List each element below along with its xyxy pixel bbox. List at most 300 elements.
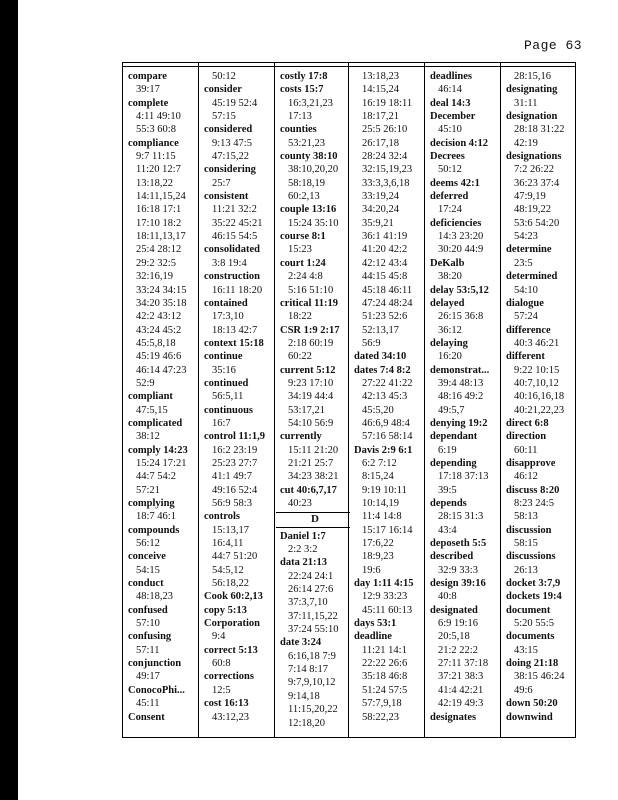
index-term: conjunction — [128, 658, 182, 670]
page-line-reference: 34:19 44:4 — [288, 391, 334, 403]
page-line-reference: 37:21 38:3 — [438, 671, 484, 683]
index-term: complicated — [128, 417, 183, 429]
page-line-reference: 41:1 49:7 — [212, 471, 252, 483]
index-term: costly 17:8 — [280, 71, 328, 82]
page-line-reference: 46:6,9 48:4 — [362, 417, 410, 429]
index-term: delay 53:5,12 — [430, 284, 489, 296]
page-line-reference: 49:16 52:4 — [212, 484, 258, 496]
page-line-reference: 49:5,7 — [438, 404, 465, 416]
index-term: complete — [128, 97, 169, 109]
index-term: cut 40:6,7,17 — [280, 484, 337, 496]
page-line-reference: 16:2 23:19 — [212, 444, 258, 456]
index-term: day 1:11 4:15 — [354, 578, 414, 590]
page-line-reference: 27:11 37:18 — [438, 658, 489, 670]
index-term: considered — [204, 124, 253, 136]
page-line-reference: 23:5 — [514, 257, 533, 269]
page-line-reference: 27:22 41:22 — [362, 377, 413, 389]
index-term: downwind — [506, 711, 553, 723]
page-line-reference: 43:15 — [514, 644, 538, 656]
page-line-reference: 57:11 — [136, 644, 160, 656]
page-line-reference: 14:11,15,24 — [136, 191, 186, 203]
page-line-reference: 33:19,24 — [362, 191, 400, 203]
page-line-reference: 50:12 — [212, 71, 236, 82]
page-line-reference: 15:11 21:20 — [288, 444, 339, 456]
page-line-reference: 25:7 — [212, 177, 231, 189]
index-term: deadlines — [430, 71, 473, 82]
page-line-reference: 8:23 24:5 — [514, 498, 554, 509]
page-line-reference: 38:20 — [438, 271, 462, 283]
index-term: deficiencies — [430, 217, 482, 229]
index-term: date 3:24 — [280, 637, 322, 649]
page-line-reference: 22:22 26:6 — [362, 658, 408, 670]
page-line-reference: 7:14 8:17 — [288, 664, 328, 676]
index-term: county 38:10 — [280, 151, 338, 163]
index-term: compounds — [128, 524, 180, 536]
page-line-reference: 17:24 — [438, 204, 462, 216]
page-line-reference: 15:24 35:10 — [288, 217, 339, 229]
page-line-reference: 16:20 — [438, 351, 462, 363]
page-line-reference: 21:21 25:7 — [288, 457, 334, 469]
page-line-reference: 42:13 45:3 — [362, 391, 408, 403]
frame-top-line — [122, 66, 576, 67]
page-line-reference: 39:17 — [136, 84, 160, 96]
index-term: designated — [430, 604, 478, 616]
page-line-reference: 2:2 3:2 — [288, 544, 318, 556]
column-divider — [500, 62, 501, 738]
page-line-reference: 33:3,3,6,18 — [362, 177, 410, 189]
page-line-reference: 58:18,19 — [288, 177, 326, 189]
page-line-reference: 48:19,22 — [514, 204, 552, 216]
index-term: documents — [506, 631, 555, 643]
index-term: deposeth 5:5 — [430, 538, 487, 550]
page-line-reference: 40:16,16,18 — [514, 391, 565, 403]
page-line-reference: 12:18,20 — [288, 717, 326, 729]
page-line-reference: 38:15 46:24 — [514, 671, 565, 683]
index-term: controls — [204, 511, 240, 523]
page-line-reference: 18:11,13,17 — [136, 231, 186, 243]
page-line-reference: 17:10 18:2 — [136, 217, 182, 229]
page-line-reference: 25:23 27:7 — [212, 457, 258, 469]
index-term: dialogue — [506, 297, 544, 309]
page-line-reference: 30:20 44:9 — [438, 244, 484, 256]
index-term: Daniel 1:7 — [280, 530, 326, 542]
index-term: designation — [506, 111, 558, 123]
page-line-reference: 9:22 10:15 — [514, 364, 560, 376]
page-line-reference: 47:5,15 — [136, 404, 168, 416]
index-term: delaying — [430, 337, 468, 349]
index-term: consider — [204, 84, 242, 96]
page-line-reference: 16:11 18:20 — [212, 284, 263, 296]
page-line-reference: 28:18 31:22 — [514, 124, 565, 136]
page-line-reference: 45:19 46:6 — [136, 351, 182, 363]
page-line-reference: 12:5 — [212, 684, 231, 696]
page-line-reference: 44:7 54:2 — [136, 471, 176, 483]
page-line-reference: 17:13 — [288, 111, 312, 123]
index-term: corrections — [204, 671, 254, 683]
index-term: consistent — [204, 191, 249, 203]
page-line-reference: 28:15 31:3 — [438, 511, 484, 523]
page-line-reference: 60:2,13 — [288, 191, 320, 203]
page-line-reference: 51:24 57:5 — [362, 684, 408, 696]
index-column-1 — [124, 70, 198, 724]
index-term: dated 34:10 — [354, 351, 407, 363]
index-term: docket 3:7,9 — [506, 578, 561, 590]
page-line-reference: 13:18,23 — [362, 71, 400, 82]
index-term: ConocoPhi... — [128, 684, 185, 696]
index-term: days 53:1 — [354, 618, 397, 630]
index-term: Decrees — [430, 151, 465, 163]
index-term: complying — [128, 498, 175, 509]
index-term: dependant — [430, 431, 478, 443]
page-line-reference: 21:2 22:2 — [438, 644, 478, 656]
page-number: Page 63 — [524, 38, 583, 53]
page-line-reference: 57:21 — [136, 484, 160, 496]
page-line-reference: 38:10,20,20 — [288, 164, 339, 176]
index-term: depending — [430, 457, 477, 469]
page-line-reference: 57:7,9,18 — [362, 698, 402, 710]
index-term: couple 13:16 — [280, 204, 337, 216]
page-line-reference: 18:13 42:7 — [212, 324, 258, 336]
index-term: Cook 60:2,13 — [204, 591, 263, 603]
page-line-reference: 42:19 — [514, 137, 538, 149]
index-term: discussions — [506, 551, 556, 563]
page-line-reference: 29:2 32:5 — [136, 257, 176, 269]
column-divider — [274, 62, 275, 738]
index-term: cost 16:13 — [204, 698, 249, 710]
page-line-reference: 46:15 54:5 — [212, 231, 258, 243]
page-line-reference: 26:17,18 — [362, 137, 400, 149]
page-line-reference: 44:7 51:20 — [212, 551, 258, 563]
page-line-reference: 53:6 54:20 — [514, 217, 560, 229]
page-line-reference: 54:23 — [514, 231, 538, 243]
page-line-reference: 39:5 — [438, 484, 457, 496]
page-line-reference: 45:10 — [438, 124, 462, 136]
index-term: difference — [506, 324, 551, 336]
page-line-reference: 57:15 — [212, 111, 236, 123]
index-term: demonstrat... — [430, 364, 490, 376]
index-term: correct 5:13 — [204, 644, 258, 656]
page-line-reference: 28:24 32:4 — [362, 151, 408, 163]
page-line-reference: 9:13 47:5 — [212, 137, 252, 149]
page-line-reference: 42:19 49:3 — [438, 698, 484, 710]
index-term: currently — [280, 431, 322, 443]
index-term: direction — [506, 431, 547, 443]
page-line-reference: 12:9 33:23 — [362, 591, 408, 603]
page-line-reference: 56:9 — [362, 337, 381, 349]
index-term: deferred — [430, 191, 469, 203]
page-line-reference: 13:18,22 — [136, 177, 174, 189]
page-line-reference: 18:22 — [288, 311, 312, 323]
index-term: document — [506, 604, 551, 616]
page-line-reference: 42:12 43:4 — [362, 257, 408, 269]
scan-edge-bar — [0, 0, 18, 800]
index-term: continuous — [204, 404, 254, 416]
page-line-reference: 52:13,17 — [362, 324, 400, 336]
index-term: compliant — [128, 391, 173, 403]
index-term: doing 21:18 — [506, 658, 559, 670]
index-term: designates — [430, 711, 477, 723]
index-term: data 21:13 — [280, 557, 327, 569]
page-line-reference: 5:16 51:10 — [288, 284, 334, 296]
page-line-reference: 43:4 — [438, 524, 457, 536]
page-line-reference: 32:9 33:3 — [438, 564, 478, 576]
index-term: court 1:24 — [280, 257, 326, 269]
index-term: disapprove — [506, 457, 556, 469]
page-line-reference: 34:23 38:21 — [288, 471, 339, 483]
page-line-reference: 54:10 56:9 — [288, 417, 334, 429]
page-line-reference: 48:18,23 — [136, 591, 174, 603]
index-column-4 — [350, 70, 424, 724]
page-line-reference: 20:5,18 — [438, 631, 470, 643]
index-column-2 — [200, 70, 274, 724]
page-line-reference: 7:2 26:22 — [514, 164, 554, 176]
index-term: dockets 19:4 — [506, 591, 562, 603]
index-term: deems 42:1 — [430, 177, 480, 189]
page-line-reference: 11:15,20,22 — [288, 704, 338, 716]
index-term: designating — [506, 84, 558, 96]
page-line-reference: 35:16 — [212, 364, 236, 376]
page-line-reference: 60:22 — [288, 351, 312, 363]
index-term: compare — [128, 71, 167, 82]
index-term: copy 5:13 — [204, 604, 247, 616]
page-line-reference: 45:19 52:4 — [212, 97, 258, 109]
page-line-reference: 4:11 49:10 — [136, 111, 181, 123]
page-line-reference: 22:24 24:1 — [288, 570, 334, 582]
page-line-reference: 49:6 — [514, 684, 533, 696]
page-line-reference: 54:10 — [514, 284, 538, 296]
page-line-reference: 26:15 36:8 — [438, 311, 484, 323]
column-divider — [424, 62, 425, 738]
page-line-reference: 42:2 43:12 — [136, 311, 182, 323]
page-line-reference: 15:23 — [288, 244, 312, 256]
page-line-reference: 37:3,7,10 — [288, 597, 328, 609]
index-term: confusing — [128, 631, 172, 643]
index-term: costs 15:7 — [280, 84, 324, 96]
page-line-reference: 28:15,16 — [514, 71, 552, 82]
page-line-reference: 37:24 55:10 — [288, 624, 339, 636]
page-line-reference: 40:3 46:21 — [514, 337, 560, 349]
index-term: considering — [204, 164, 256, 176]
page-line-reference: 14:3 23:20 — [438, 231, 484, 243]
page-line-reference: 57:10 — [136, 618, 160, 630]
page-line-reference: 9:7 11:15 — [136, 151, 176, 163]
index-column-3 — [276, 70, 350, 730]
index-term: delayed — [430, 297, 465, 309]
index-term: depends — [430, 498, 467, 509]
page-line-reference: 46:14 — [438, 84, 462, 96]
index-term: discuss 8:20 — [506, 484, 560, 496]
page-line-reference: 10:14,19 — [362, 498, 400, 509]
page-line-reference: 57:24 — [514, 311, 538, 323]
page-line-reference: 57:16 58:14 — [362, 431, 413, 443]
index-term: confused — [128, 604, 168, 616]
page-line-reference: 56:18,22 — [212, 578, 250, 590]
page-line-reference: 58:13 — [514, 511, 538, 523]
page-line-reference: 54:15 — [136, 564, 160, 576]
index-term: Corporation — [204, 618, 260, 630]
page-line-reference: 56:5,11 — [212, 391, 244, 403]
index-term: December — [430, 111, 476, 123]
index-term: current 5:12 — [280, 364, 336, 376]
page-line-reference: 36:12 — [438, 324, 462, 336]
index-term: Davis 2:9 6:1 — [354, 444, 413, 456]
page-line-reference: 16:4,11 — [212, 538, 244, 550]
page-line-reference: 16:7 — [212, 417, 231, 429]
page-line-reference: 47:15,22 — [212, 151, 250, 163]
index-term: consolidated — [204, 244, 261, 256]
index-term: conceive — [128, 551, 166, 563]
page-line-reference: 48:16 49:2 — [438, 391, 484, 403]
page-line-reference: 45:5,20 — [362, 404, 394, 416]
page-line-reference: 26:13 — [514, 564, 538, 576]
page-line-reference: 17:6,22 — [362, 538, 394, 550]
column-divider — [198, 62, 199, 738]
page-line-reference: 6:19 — [438, 444, 457, 456]
index-term: design 39:16 — [430, 578, 486, 590]
page-line-reference: 9:19 10:11 — [362, 484, 407, 496]
page-line-reference: 6:9 19:16 — [438, 618, 478, 630]
index-term: continued — [204, 377, 249, 389]
page-line-reference: 32:15,19,23 — [362, 164, 413, 176]
page-line-reference: 14:15,24 — [362, 84, 400, 96]
page-line-reference: 46:14 47:23 — [136, 364, 187, 376]
page-line-reference: 56:12 — [136, 538, 160, 550]
page-line-reference: 53:17,21 — [288, 404, 326, 416]
page-line-reference: 11:21 14:1 — [362, 644, 407, 656]
index-column-6 — [502, 70, 576, 724]
index-term: CSR 1:9 2:17 — [280, 324, 340, 336]
page-line-reference: 33:24 34:15 — [136, 284, 187, 296]
page-line-reference: 6:2 7:12 — [362, 457, 397, 469]
letter-heading: D — [276, 512, 350, 527]
page-line-reference: 11:21 32:2 — [212, 204, 257, 216]
page-line-reference: 41:20 42:2 — [362, 244, 408, 256]
page-line-reference: 52:9 — [136, 377, 155, 389]
index-column-5 — [426, 70, 500, 724]
page-line-reference: 38:12 — [136, 431, 160, 443]
page-line-reference: 25:4 28:12 — [136, 244, 182, 256]
index-term: compliance — [128, 137, 179, 149]
index-term: Consent — [128, 711, 165, 723]
page-line-reference: 15:24 17:21 — [136, 457, 187, 469]
page-line-reference: 5:20 55:5 — [514, 618, 554, 630]
page-line-reference: 16:3,21,23 — [288, 97, 333, 109]
page-line-reference: 19:6 — [362, 564, 381, 576]
page-line-reference: 31:11 — [514, 97, 538, 109]
page-line-reference: 2:18 60:19 — [288, 337, 334, 349]
page-line-reference: 60:8 — [212, 658, 231, 670]
index-term: DeKalb — [430, 257, 465, 269]
page-line-reference: 8:15,24 — [362, 471, 394, 483]
index-term: deal 14:3 — [430, 97, 471, 109]
page-line-reference: 3:8 19:4 — [212, 257, 247, 269]
page-line-reference: 50:12 — [438, 164, 462, 176]
index-term: dates 7:4 8:2 — [354, 364, 411, 376]
index-term: determine — [506, 244, 552, 256]
page-line-reference: 36:23 37:4 — [514, 177, 560, 189]
page-line-reference: 43:12,23 — [212, 711, 250, 723]
page-line-reference: 43:24 45:2 — [136, 324, 182, 336]
index-term: context 15:18 — [204, 337, 264, 349]
page-line-reference: 35:18 46:8 — [362, 671, 408, 683]
page-line-reference: 11:20 12:7 — [136, 164, 181, 176]
page-line-reference: 34:20 35:18 — [136, 297, 187, 309]
index-term: course 8:1 — [280, 231, 326, 243]
page-line-reference: 18:9,23 — [362, 551, 394, 563]
page-line-reference: 35:22 45:21 — [212, 217, 263, 229]
page-line-reference: 40:23 — [288, 498, 312, 509]
index-term: direct 6:8 — [506, 417, 549, 429]
page-line-reference: 45:18 46:11 — [362, 284, 413, 296]
page-line-reference: 26:14 27:6 — [288, 584, 334, 596]
index-term: counties — [280, 124, 317, 136]
index-term: down 50:20 — [506, 698, 558, 710]
index-term: comply 14:23 — [128, 444, 188, 456]
index-term: discussion — [506, 524, 552, 536]
index-term: control 11:1,9 — [204, 431, 266, 443]
index-term: denying 19:2 — [430, 417, 488, 429]
index-term: critical 11:19 — [280, 297, 339, 309]
page-line-reference: 15:17 16:14 — [362, 524, 413, 536]
page-line-reference: 15:13,17 — [212, 524, 250, 536]
page-line-reference: 18:7 46:1 — [136, 511, 176, 523]
page-line-reference: 9:23 17:10 — [288, 377, 334, 389]
page-line-reference: 45:11 — [136, 698, 160, 710]
page-line-reference: 41:4 42:21 — [438, 684, 484, 696]
page-line-reference: 9:4 — [212, 631, 226, 643]
page-line-reference: 40:8 — [438, 591, 457, 603]
page-line-reference: 39:4 48:13 — [438, 377, 484, 389]
page-line-reference: 45:11 60:13 — [362, 604, 413, 616]
index-term: decision 4:12 — [430, 137, 489, 149]
page-line-reference: 55:3 60:8 — [136, 124, 176, 136]
page-line-reference: 25:5 26:10 — [362, 124, 408, 136]
page-line-reference: 47:9,19 — [514, 191, 546, 203]
index-term: designations — [506, 151, 562, 163]
page-line-reference: 6:16,18 7:9 — [288, 650, 336, 662]
page-line-reference: 32:16,19 — [136, 271, 174, 283]
page-line-reference: 2:24 4:8 — [288, 271, 323, 283]
page-line-reference: 17:3,10 — [212, 311, 244, 323]
page-line-reference: 58:15 — [514, 538, 538, 550]
page-line-reference: 17:18 37:13 — [438, 471, 489, 483]
index-term: construction — [204, 271, 260, 283]
page-line-reference: 36:1 41:19 — [362, 231, 408, 243]
page-line-reference: 54:5,12 — [212, 564, 244, 576]
page-line-reference: 11:4 14:8 — [362, 511, 402, 523]
page-line-reference: 49:17 — [136, 671, 160, 683]
page-line-reference: 58:22,23 — [362, 711, 400, 723]
page-line-reference: 56:9 58:3 — [212, 498, 252, 509]
page-line-reference: 60:11 — [514, 444, 538, 456]
index-term: described — [430, 551, 474, 563]
page-line-reference: 35:9,21 — [362, 217, 394, 229]
page-line-reference: 16:19 18:11 — [362, 97, 413, 109]
page-line-reference: 18:17,21 — [362, 111, 400, 123]
index-term: determined — [506, 271, 558, 283]
page-line-reference: 9:7,9,10,12 — [288, 677, 336, 689]
page-line-reference: 40:7,10,12 — [514, 377, 559, 389]
page-line-reference: 53:21,23 — [288, 137, 326, 149]
page-line-reference: 51:23 52:6 — [362, 311, 408, 323]
page-line-reference: 37:11,15,22 — [288, 610, 338, 622]
page-line-reference: 46:12 — [514, 471, 538, 483]
page-line-reference: 34:20,24 — [362, 204, 400, 216]
index-term: continue — [204, 351, 243, 363]
page-line-reference: 44:15 45:8 — [362, 271, 408, 283]
page-line-reference: 9:14,18 — [288, 690, 320, 702]
page-line-reference: 45:5,8,18 — [136, 337, 176, 349]
